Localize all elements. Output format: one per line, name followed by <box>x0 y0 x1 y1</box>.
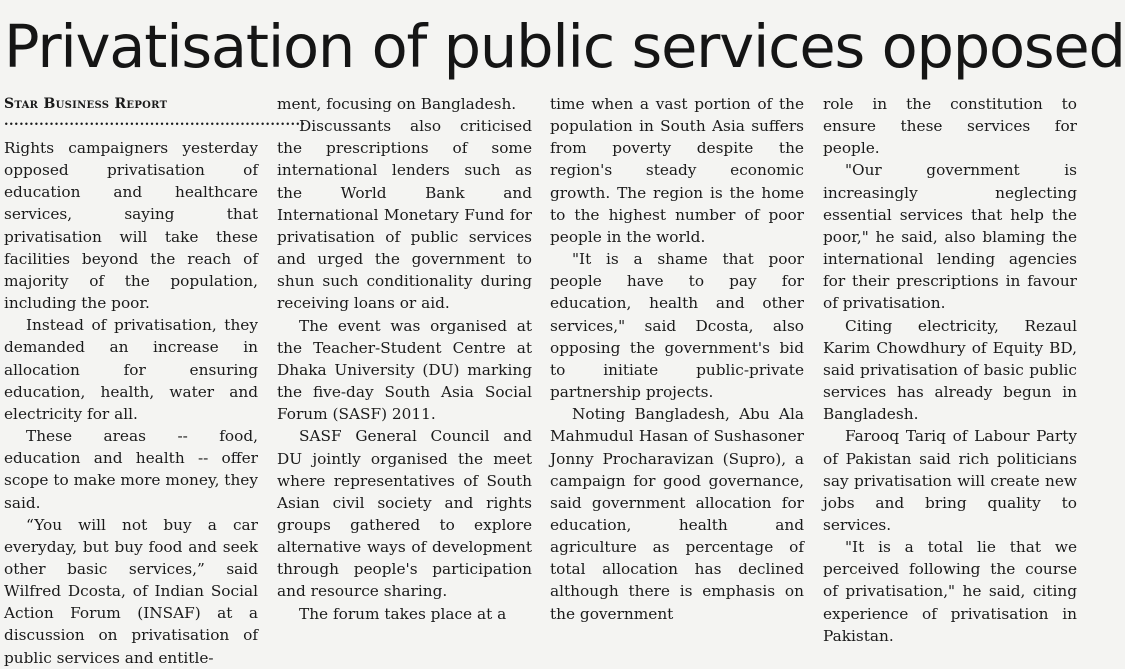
paragraph: Citing electricity, Rezaul Karim Chowdhury of Equity BD, said privatisation of basic public services has already begun in Bangladesh. <box>823 316 1077 424</box>
paragraph: Discussants also criticised the prescriptions of some international lenders such as the World Bank and International Monetary Fund for privatisation of public services and urged the government to shun such conditionality during receiving loans or aid. <box>277 117 532 313</box>
headline: Privatisation of public services opposed <box>4 12 1125 81</box>
paragraph: role in the constitution to ensure these services for people. <box>823 95 1077 158</box>
paragraph: "Our government is increasingly neglecting essential services that help the poor," he said, also blaming the international lending agencies for their prescriptions in favour of privatisation. <box>823 161 1077 313</box>
paragraph: Farooq Tariq of Labour Party of Pakistan said rich politicians say privatisation will create new jobs and bring quality to services. <box>823 427 1077 534</box>
article-column-4 <box>823 93 1077 647</box>
paragraph: These areas -- food, education and health -- offer scope to make more money, they said. <box>4 427 258 512</box>
paragraph: The event was organised at the Teacher-Student Centre at Dhaka University (DU) marking the five-day South Asia Social Forum (SASF) 2011. <box>277 316 532 424</box>
paragraph: ment, focusing on Bangladesh. <box>277 95 517 113</box>
byline-separator: ............................................................ <box>4 114 306 129</box>
paragraph: "It is a total lie that we perceived following the course of privatisation," he said, citing experience of privatisation in Pakistan. <box>823 538 1077 645</box>
paragraph: Noting Bangladesh, Abu Ala Mahmudul Hasan of Sushasoner Jonny Procharavizan (Supro), a campaign for good governance, said government allocation for education, health and agriculture as percentage of total allocation has declined although there is emphasis on the government <box>550 405 804 623</box>
paragraph: time when a vast portion of the population in South Asia suffers from poverty despite the region's steady economic growth. The region is the home to the highest number of poor people in the world. <box>550 95 804 246</box>
paragraph: Instead of privatisation, they demanded an increase in allocation for ensuring education, health, water and electricity for all. <box>4 316 258 423</box>
article-column-1 <box>4 93 306 669</box>
paragraph: Rights campaigners yesterday opposed privatisation of education and healthcare services, saying that privatisation will take these facilities beyond the reach of majority of the population, including the poor. <box>4 139 258 313</box>
paragraph: The forum takes place at a <box>299 604 507 623</box>
article-column-3 <box>550 93 804 625</box>
paragraph: SASF General Council and DU jointly organised the meet where representatives of South Asian civil society and rights groups gathered to explore alternative ways of development through people's participation and resource sharing. <box>277 427 532 601</box>
paragraph: “You will not buy a car everyday, but buy food and seek other basic services,” said Wilfred Dcosta, of Indian Social Action Forum (INSAF) at a discussion on privatisation of public services and entitle- <box>4 515 258 667</box>
byline: Star Business Report <box>4 96 168 112</box>
article-column-2 <box>277 93 532 625</box>
paragraph: "It is a shame that poor people have to pay for education, health and other services," said Dcosta, also opposing the government's bid to initiate public-private partnership projects. <box>550 250 804 402</box>
